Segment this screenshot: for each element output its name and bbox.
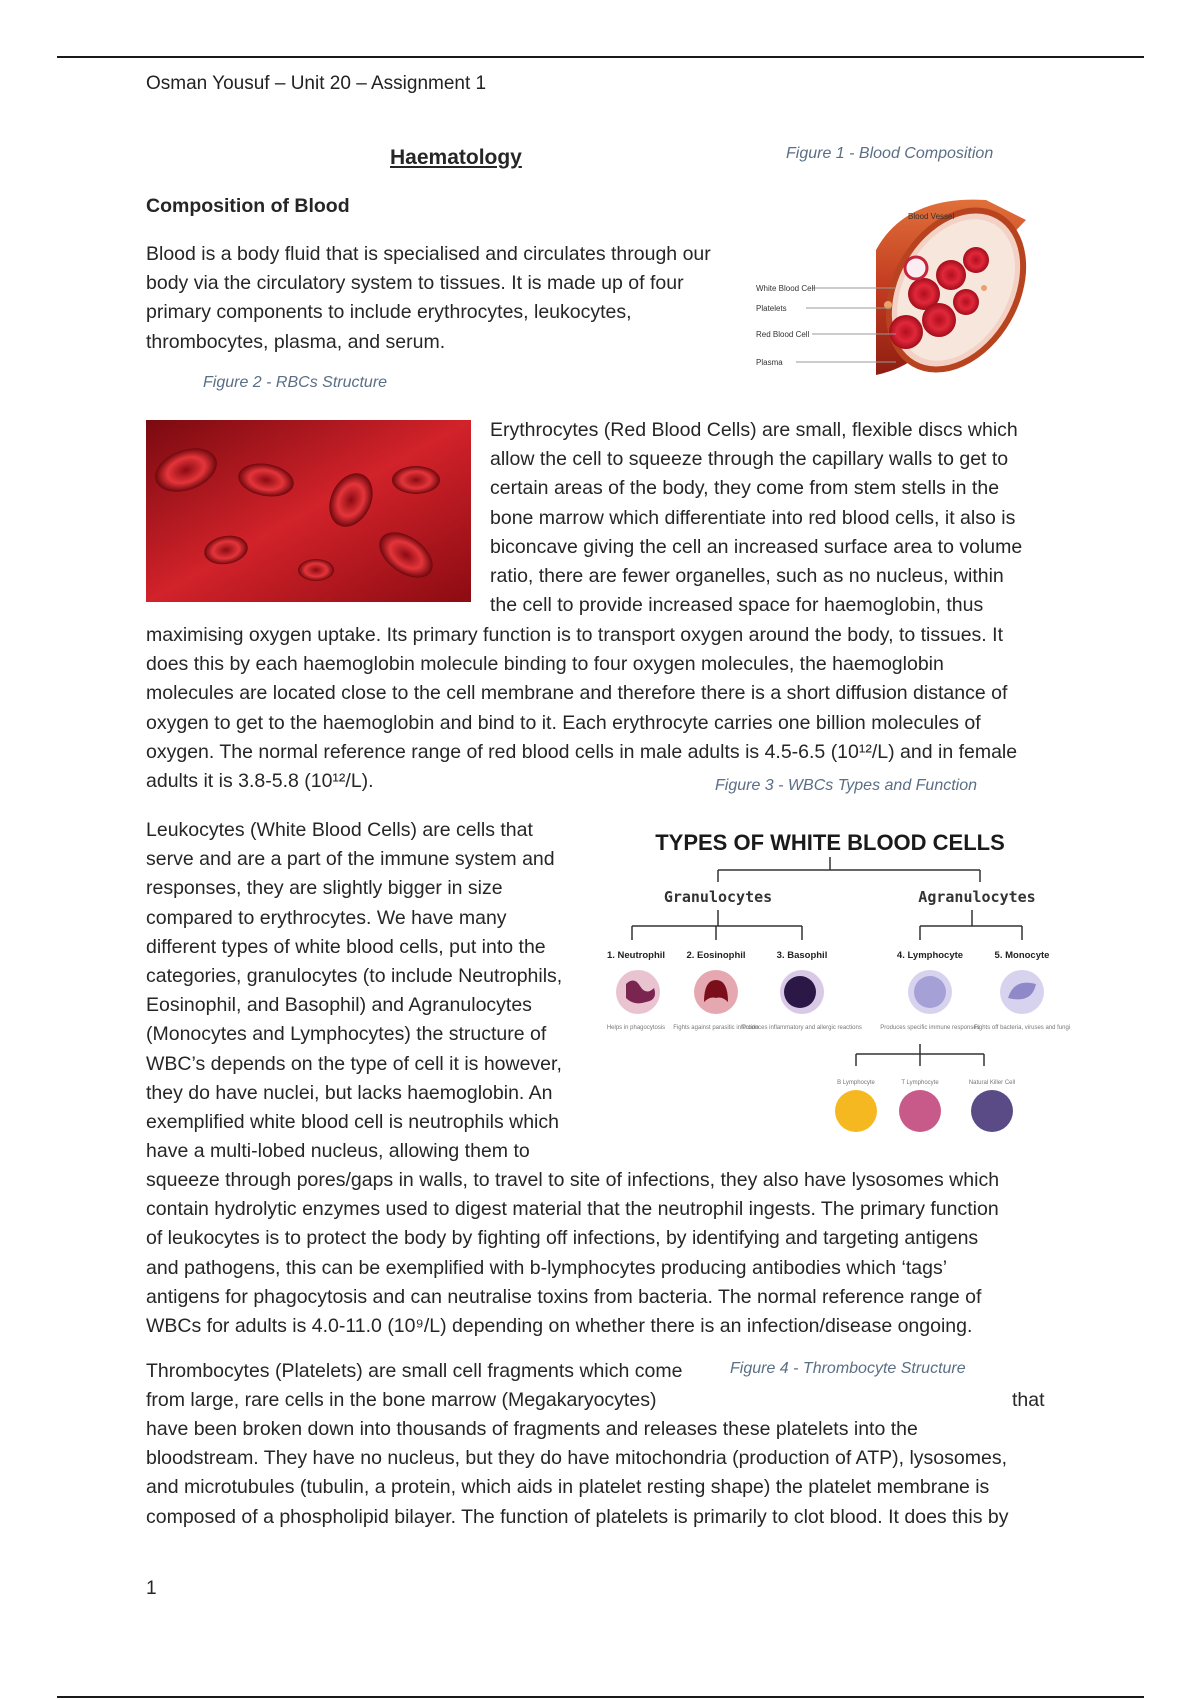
rbc-paragraph-full xyxy=(146,621,1066,796)
platelet-line: have been broken down into thousands of fragments and releases these platelets into the xyxy=(146,1418,918,1440)
platelet-line: Thrombocytes (Platelets) are small cell fragments which come xyxy=(146,1360,683,1382)
label-platelets: Platelets xyxy=(756,304,787,313)
function-neutrophil: Helps in phagocytosis xyxy=(606,1025,666,1031)
wbc-line: responses, they are slightly bigger in size xyxy=(146,877,503,900)
nk-cell xyxy=(971,1090,1013,1132)
figure3-caption: Figure 3 - WBCs Types and Function xyxy=(715,777,978,794)
cell-label-lymphocyte: 4. Lymphocyte xyxy=(896,950,964,961)
wbc-line: of leukocytes is to protect the body by fighting off infections, by identifying and targeting antigens xyxy=(146,1227,979,1250)
wbc-line: and pathogens, this can be exemplified with b-lymphocytes producing antibodies which ‘tags’ xyxy=(146,1256,948,1279)
header-rule xyxy=(57,56,1144,58)
wbc-line: Eosinophil, and Basophil) and Agranulocytes xyxy=(146,994,532,1017)
platelet-paragraph-full xyxy=(146,1415,1066,1532)
platelet-line-end: that xyxy=(1012,1389,1045,1411)
rbc-line: Erythrocytes (Red Blood Cells) are small, flexible discs which xyxy=(490,419,1018,441)
page-header: Osman Yousuf – Unit 20 – Assignment 1 xyxy=(146,73,487,94)
wbc-line: have a multi-lobed nucleus, allowing them to xyxy=(146,1140,530,1163)
wbc-line: contain hydrolytic enzymes used to digest material that the neutrophil ingests. The primary function xyxy=(146,1198,999,1221)
label-blood-vessel: Blood Vessel xyxy=(908,212,955,221)
label-red-blood-cell: Red Blood Cell xyxy=(756,330,810,339)
t-lymphocyte-cell xyxy=(899,1090,941,1132)
wbc-paragraph-wrapped xyxy=(146,816,596,1166)
t-lymphocyte-label: T Lymphocyte xyxy=(901,1080,939,1086)
wbc-line: categories, granulocytes (to include Neutrophils, xyxy=(146,965,563,988)
figure3-wbc-diagram xyxy=(600,822,1071,1144)
rbc-line: biconcave giving the cell an increased surface area to volume xyxy=(490,535,1023,558)
cell-label-eosinophil: 2. Eosinophil xyxy=(686,950,746,961)
platelet-line: bloodstream. They have no nucleus, but they do have mitochondria (production of ATP), lysosomes, xyxy=(146,1447,1007,1470)
platelet-line: and microtubules (tubulin, a protein, which aids in platelet resting shape) the platelet membrane is xyxy=(146,1476,990,1499)
cell-label-basophil: 3. Basophil xyxy=(776,950,828,961)
nk-cell-label: Natural Killer Cell xyxy=(968,1080,1016,1086)
figure1-blood-vessel-image xyxy=(756,190,1068,390)
rbc-line: oxygen to get to the haemoglobin and bind to it. Each erythrocyte carries one billion molecules of xyxy=(146,711,981,734)
function-eosinophil: Fights against parasitic infection xyxy=(673,1025,759,1031)
wbc-line: Leukocytes (White Blood Cells) are cells that xyxy=(146,819,533,841)
rbc-line: molecules are located close to the cell membrane and therefore there is a short diffusion distance of xyxy=(146,682,1008,705)
figure2-rbc-image xyxy=(146,420,471,602)
rbc-line: allow the cell to squeeze through the capillary walls to get to xyxy=(490,448,1009,471)
rbc-line: the cell to provide increased space for haemoglobin, thus xyxy=(490,594,984,617)
function-basophil: Produces inflammatory and allergic reactions xyxy=(742,1025,862,1031)
group-granulocytes: Granulocytes xyxy=(663,888,773,906)
wbc-line: WBCs for adults is 4.0-11.0 (10⁹/L) depending on whether there is an infection/disease ongoing. xyxy=(146,1315,973,1338)
wbc-line: serve and are a part of the immune system and xyxy=(146,848,555,871)
wbc-line: (Monocytes and Lymphocytes) the structure of xyxy=(146,1023,547,1046)
rbc-line: bone marrow which differentiate into red blood cells, it also is xyxy=(490,506,1016,529)
page-number: 1 xyxy=(146,1578,157,1599)
wbc-paragraph-full xyxy=(146,1166,1066,1341)
document-title: Haematology xyxy=(390,146,522,169)
rbc-line: ratio, there are fewer organelles, such as no nucleus, within xyxy=(490,565,1004,588)
rbc-paragraph-wrapped xyxy=(490,416,1070,620)
rbc-line: adults it is 3.8-5.8 (10¹²/L). xyxy=(146,770,374,793)
intro-paragraph: Blood is a body fluid that is specialised and circulates through our body via the circulatory system to tissues. It is made up of four primary components to include erythrocytes, leukocytes, thrombocytes, plasma, and serum. xyxy=(146,243,711,353)
function-lymphocyte: Produces specific immune responses xyxy=(880,1025,980,1031)
footer-rule xyxy=(57,1696,1144,1698)
rbc-line: does this by each haemoglobin molecule binding to four oxygen molecules, the haemoglobin xyxy=(146,653,944,676)
wbc-line: different types of white blood cells, put into the xyxy=(146,935,546,958)
wbc-line: antigens for phagocytosis and can neutralise toxins from bacteria. The normal reference range of xyxy=(146,1285,982,1308)
platelet-line: composed of a phospholipid bilayer. The function of platelets is primarily to clot blood. It does this by xyxy=(146,1505,1009,1528)
wbc-line: WBC’s depends on the type of cell it is however, xyxy=(146,1052,562,1075)
rbc-line: oxygen. The normal reference range of red blood cells in male adults is 4.5-6.5 (10¹²/L) and in female xyxy=(146,740,1018,763)
wbc-line: they do have nuclei, but lacks haemoglobin. An xyxy=(146,1081,553,1104)
figure2-caption: Figure 2 - RBCs Structure xyxy=(203,374,388,391)
cell-label-monocyte: 5. Monocyte xyxy=(994,950,1050,961)
figure1-caption: Figure 1 - Blood Composition xyxy=(786,145,994,162)
figure4-caption: Figure 4 - Thrombocyte Structure xyxy=(730,1360,966,1377)
platelet-line: from large, rare cells in the bone marrow (Megakaryocytes) xyxy=(146,1389,657,1411)
wbc-line: compared to erythrocytes. We have many xyxy=(146,906,507,929)
wbc-diagram-title: TYPES OF WHITE BLOOD CELLS xyxy=(655,830,1005,855)
section-heading: Composition of Blood xyxy=(146,195,350,217)
wbc-line: squeeze through pores/gaps in walls, to travel to site of infections, they also have lysosomes which xyxy=(146,1169,1000,1191)
cell-label-neutrophil: 1. Neutrophil xyxy=(606,950,666,961)
rbc-line: maximising oxygen uptake. Its primary function is to transport oxygen around the body, to tissues. It xyxy=(146,624,1003,646)
rbc-line: certain areas of the body, they come from stem stells in the xyxy=(490,477,1000,500)
function-monocyte: Fights off bacteria, viruses and fungi xyxy=(973,1025,1071,1031)
label-white-blood-cell: White Blood Cell xyxy=(756,284,816,293)
wbc-line: exemplified white blood cell is neutrophils which xyxy=(146,1111,559,1134)
group-agranulocytes: Agranulocytes xyxy=(918,888,1036,906)
b-lymphocyte-label: B Lymphocyte xyxy=(837,1080,875,1086)
label-plasma: Plasma xyxy=(756,358,783,367)
b-lymphocyte-cell xyxy=(835,1090,877,1132)
